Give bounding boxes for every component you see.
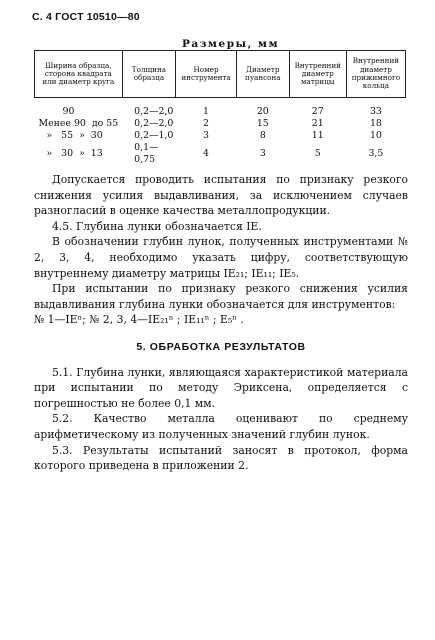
- table-cell: 3,5: [368, 148, 384, 159]
- column-header: Номер инструмента: [176, 51, 237, 98]
- table-caption: Размеры, мм: [182, 38, 280, 50]
- table-cell: 0,2—2,0: [134, 118, 174, 129]
- table-header-row: [35, 51, 406, 98]
- table-cell: 11: [311, 130, 324, 141]
- section-title: 5. ОБРАБОТКА РЕЗУЛЬТАТОВ: [136, 340, 306, 353]
- paragraph: № 1—IEⁿ; № 2, 3, 4—IE₂₁ⁿ ; IE₁₁ⁿ ; E₅ⁿ .: [34, 313, 244, 327]
- dimensions-table: [34, 50, 406, 166]
- table-cell: 0,2—2,0: [134, 106, 174, 117]
- column-header: Диаметр пуансона: [236, 51, 289, 98]
- table-cell: 90: [62, 106, 75, 117]
- table-cell: 3: [203, 130, 210, 141]
- paragraph: Допускается проводить испытания по признаку резкого снижения усилия выдавливания, за исключением случаев разногласий в оценке качества металлопродукции.: [34, 173, 408, 218]
- table-cell: 0,1—0,75: [134, 142, 159, 165]
- table-row: [35, 98, 406, 119]
- table-cell: 15: [256, 118, 269, 129]
- column-header: Внутренний диаметр прижимного кольца: [346, 51, 405, 98]
- table-row: [35, 130, 406, 142]
- section-paragraph: 5.2. Качество металла оценивают по среднему арифметическому из полученных значений глубин лунок.: [34, 412, 408, 441]
- table-cell: 5: [314, 148, 321, 159]
- table-row: [35, 142, 406, 166]
- page-header: С. 4 ГОСТ 10510—80: [32, 11, 140, 23]
- body-text: [34, 172, 408, 474]
- table-cell: 10: [369, 130, 382, 141]
- paragraph: В обозначении глубин лунок, полученных инструментами № 2, 3, 4, необходимо указать цифру, соответствующую внутреннему диаметру матрицы IE₂₁; IE₁₁; IE₅.: [34, 235, 408, 280]
- column-header: Толщина образца: [122, 51, 176, 98]
- table-cell: 8: [259, 130, 266, 141]
- table-cell: 0,2—1,0: [134, 130, 174, 141]
- table-cell: Менее 90 до 55: [38, 118, 119, 129]
- paragraph: 4.5. Глубина лунки обозначается IE.: [52, 219, 262, 233]
- table-cell: 21: [311, 118, 324, 129]
- table-cell: 20: [256, 106, 269, 117]
- column-header: Ширина образца, сторона квадрата или диаметр круга: [35, 51, 123, 98]
- table-cell: 3: [259, 148, 266, 159]
- table-cell: 2: [203, 118, 210, 129]
- table-cell: » 30 » 13: [46, 148, 103, 159]
- table-cell: 18: [369, 118, 382, 129]
- paragraph: При испытании по признаку резкого снижения усилия выдавливания глубина лунки обозначается для инструментов:: [34, 282, 408, 311]
- section-paragraph: 5.1. Глубина лунки, являющаяся характеристикой материала при испытании по методу Эриксена, определяется с погрешностью не более 0,1 мм.: [34, 365, 408, 410]
- table-cell: 33: [369, 106, 382, 117]
- table-row: [35, 118, 406, 130]
- column-header: Внутренний диаметр матрицы: [289, 51, 346, 98]
- table-cell: 4: [203, 148, 210, 159]
- table-cell: 27: [311, 106, 324, 117]
- section-paragraph: 5.3. Результаты испытаний заносят в протокол, форма которого приведена в приложении 2.: [34, 443, 408, 473]
- table-cell: 1: [203, 106, 210, 117]
- table-cell: » 55 » 30: [46, 130, 103, 141]
